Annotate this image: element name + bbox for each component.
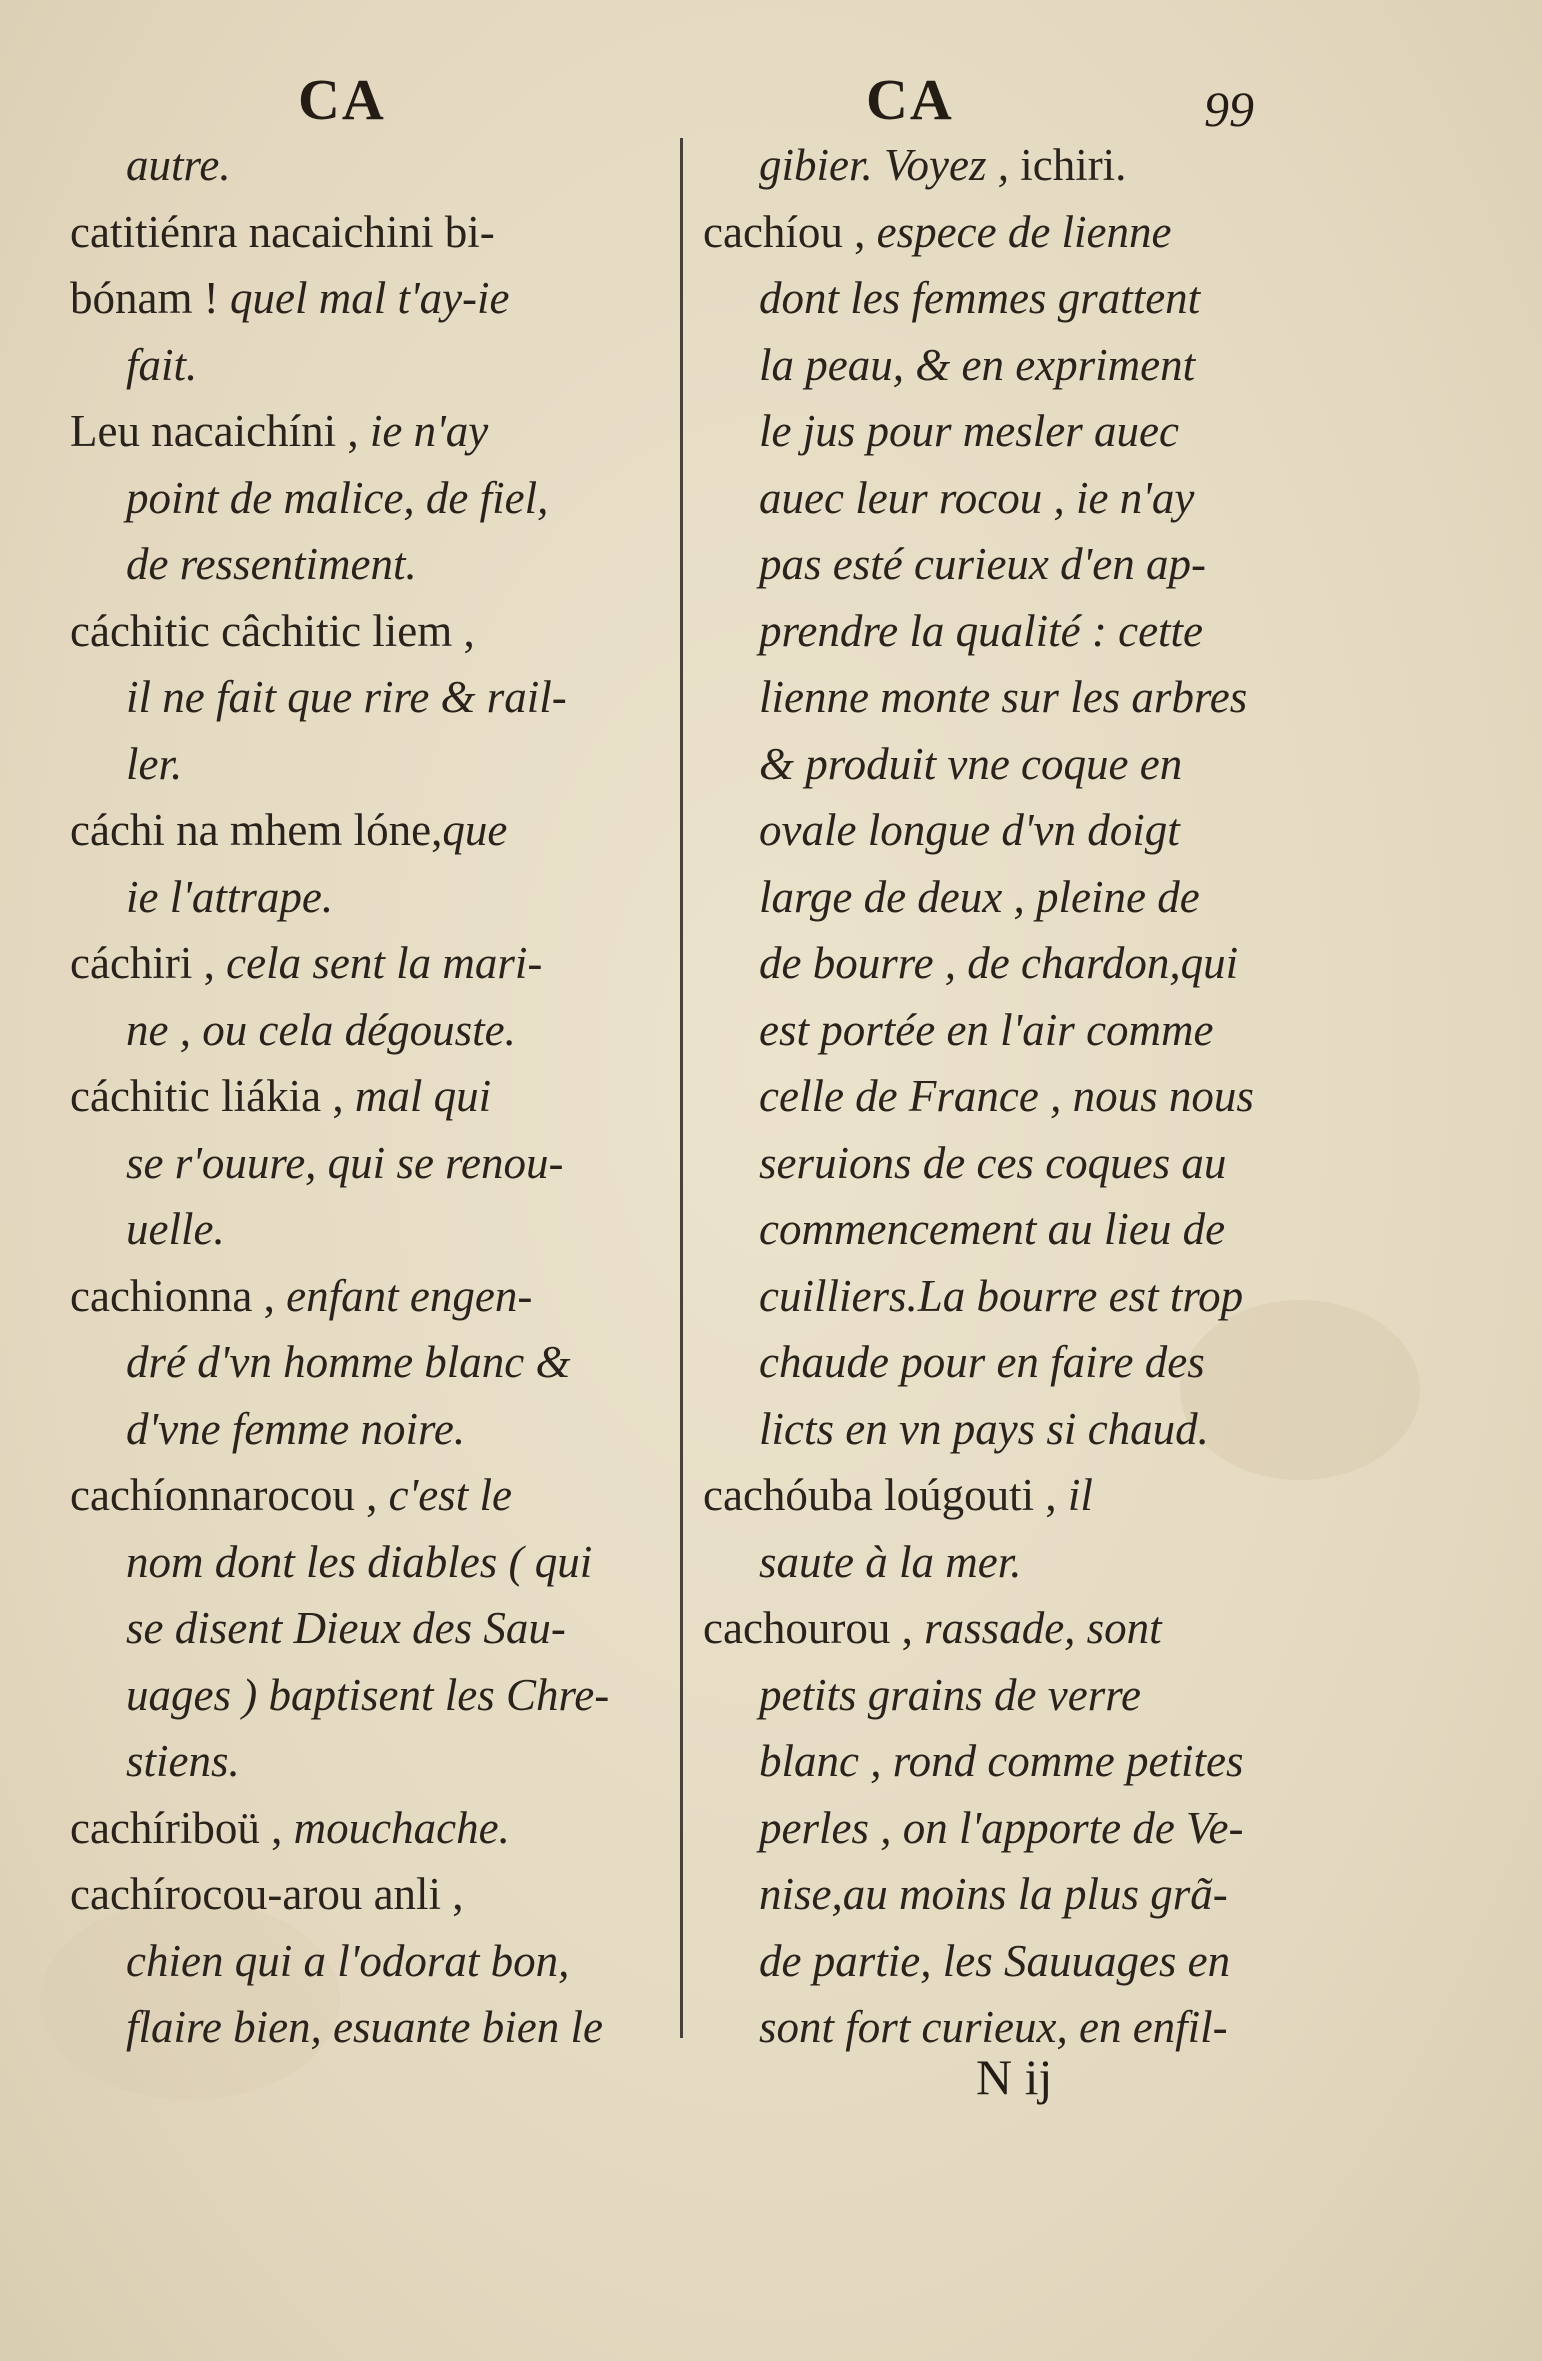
- definition-text: dont les femmes grattent: [759, 273, 1201, 323]
- definition-text: est portée en l'air comme: [759, 1004, 1214, 1055]
- headword-text: bónam !: [70, 273, 230, 323]
- definition-text: point de malice, de fiel,: [126, 472, 549, 523]
- page-number: 99: [1204, 81, 1254, 137]
- definition-text: flaire bien, esuante bien le: [126, 2002, 603, 2052]
- definition-text: mouchache.: [293, 1802, 510, 1853]
- definition-text: lienne monte sur les arbres: [759, 672, 1248, 722]
- definition-text: c'est le: [388, 1470, 512, 1520]
- definition-text: prendre la qualité : cette: [759, 605, 1204, 656]
- definition-text: que: [442, 805, 508, 855]
- definition-text: petits grains de verre: [759, 1669, 1142, 1720]
- headword-text: cachíriboü ,: [70, 1802, 294, 1853]
- text-line: [70, 1130, 652, 1197]
- text-line: [703, 731, 1283, 798]
- definition-text: blanc , rond comme petites: [759, 1736, 1244, 1786]
- text-line: [70, 1063, 652, 1130]
- definition-text: pas esté curieux d'en ap-: [759, 539, 1206, 589]
- text-line: [703, 1728, 1283, 1795]
- definition-text: ne , ou cela dégouste.: [126, 1004, 516, 1055]
- definition-text: fait.: [126, 339, 198, 390]
- headword-text: cáchiri ,: [70, 938, 227, 988]
- text-line: [70, 664, 652, 731]
- text-line: [70, 465, 652, 532]
- running-head-right: CA: [866, 67, 954, 132]
- headword-text: cachíonnarocou ,: [70, 1470, 389, 1520]
- text-line: [70, 598, 652, 665]
- definition-text: gibier. Voyez ,: [759, 140, 1021, 190]
- text-line: [703, 1595, 1283, 1662]
- definition-text: il: [1067, 1470, 1093, 1520]
- definition-text: uages ) baptisent les Chre-: [126, 1669, 610, 1720]
- text-line: [703, 531, 1283, 598]
- definition-text: ovale longue d'vn doigt: [759, 805, 1180, 855]
- text-line: [70, 1196, 652, 1263]
- definition-text: rassade, sont: [924, 1603, 1162, 1653]
- text-line: [703, 1130, 1283, 1197]
- definition-text: la peau, & en expriment: [759, 339, 1196, 390]
- text-line: [703, 1462, 1283, 1529]
- text-line: [70, 997, 652, 1064]
- definition-text: ie n'ay: [369, 406, 489, 456]
- definition-text: le jus pour mesler auec: [759, 406, 1179, 456]
- headword-text: cáchitic liákia ,: [70, 1071, 355, 1121]
- definition-text: large de deux , pleine de: [759, 871, 1200, 922]
- definition-text: quel mal t'ay-ie: [229, 273, 510, 323]
- definition-text: chien qui a l'odorat bon,: [126, 1935, 570, 1986]
- text-line: [70, 930, 652, 997]
- definition-text: sont fort curieux, en enfil-: [759, 2002, 1228, 2052]
- definition-text: enfant engen-: [286, 1270, 533, 1321]
- text-line: [70, 1529, 652, 1596]
- text-line: [70, 1861, 652, 1928]
- text-line: [70, 731, 652, 798]
- text-line: [70, 1795, 652, 1862]
- definition-text: autre.: [126, 140, 231, 190]
- definition-text: commencement au lieu de: [759, 1204, 1226, 1254]
- definition-text: d'vne femme noire.: [126, 1403, 466, 1454]
- definition-text: cuilliers.La bourre est trop: [759, 1270, 1244, 1321]
- text-line: [70, 199, 652, 266]
- text-line: [70, 531, 652, 598]
- headword-text: cachírocou-arou anli ,: [70, 1869, 464, 1919]
- signature-mark: N ij: [976, 2049, 1053, 2105]
- definition-text: perles , on l'apporte de Ve-: [759, 1802, 1244, 1853]
- text-line: [703, 864, 1283, 931]
- definition-text: nom dont les diables ( qui: [126, 1536, 593, 1587]
- definition-text: saute à la mer.: [759, 1536, 1022, 1587]
- definition-text: dré d'vn homme blanc &: [126, 1337, 571, 1387]
- text-line: [703, 1529, 1283, 1596]
- definition-text: stiens.: [126, 1736, 240, 1786]
- text-line: [70, 1462, 652, 1529]
- text-line: [70, 1396, 652, 1463]
- text-line: [703, 1928, 1283, 1995]
- text-line: [703, 1329, 1283, 1396]
- definition-text: auec leur rocou , ie n'ay: [759, 472, 1195, 523]
- text-line: [703, 265, 1283, 332]
- text-line: [703, 930, 1283, 997]
- text-line: [703, 1263, 1283, 1330]
- definition-text: & produit vne coque en: [759, 738, 1183, 789]
- text-line: [70, 1728, 652, 1795]
- definition-text: se disent Dieux des Sau-: [126, 1603, 566, 1653]
- definition-text: licts en vn pays si chaud.: [759, 1403, 1209, 1454]
- text-line: [703, 598, 1283, 665]
- definition-text: nise,au moins la plus grã-: [759, 1869, 1228, 1919]
- definition-text: seruions de ces coques au: [759, 1137, 1227, 1188]
- definition-text: se r'ouure, qui se renou-: [126, 1137, 564, 1188]
- text-line: [703, 398, 1283, 465]
- headword-text: cachourou ,: [703, 1603, 925, 1653]
- text-line: [70, 1595, 652, 1662]
- text-line: [703, 664, 1283, 731]
- text-line: [70, 1263, 652, 1330]
- headword-text: cachionna ,: [70, 1270, 287, 1321]
- definition-text: de bourre , de chardon,qui: [759, 938, 1239, 988]
- text-line: [70, 1329, 652, 1396]
- definition-text: ler.: [126, 738, 183, 789]
- text-line: [703, 1396, 1283, 1463]
- text-line: [70, 332, 652, 399]
- text-line: [703, 797, 1283, 864]
- definition-text: de partie, les Sauuages en: [759, 1935, 1231, 1986]
- text-line: [703, 1795, 1283, 1862]
- text-line: [703, 199, 1283, 266]
- headword-text: Leu nacaichíni ,: [70, 406, 370, 456]
- headword-text: cachíou ,: [703, 206, 877, 257]
- text-line: [70, 1928, 652, 1995]
- cross-reference-text: ichiri.: [1020, 140, 1127, 190]
- headword-text: cáchi na mhem lóne,: [70, 805, 443, 855]
- definition-text: espece de lienne: [876, 206, 1172, 257]
- definition-text: cela sent la mari-: [226, 938, 543, 988]
- text-line: [70, 398, 652, 465]
- text-line: [703, 1196, 1283, 1263]
- text-line: [70, 1662, 652, 1729]
- text-line: [703, 332, 1283, 399]
- left-column: [70, 132, 652, 2061]
- right-column: [703, 132, 1283, 2061]
- text-line: [703, 132, 1283, 199]
- text-line: [70, 265, 652, 332]
- column-rule: [680, 138, 683, 2038]
- definition-text: celle de France , nous nous: [759, 1071, 1254, 1121]
- text-line: [70, 797, 652, 864]
- headword-text: cachóuba loúgouti ,: [703, 1470, 1068, 1520]
- text-line: [703, 465, 1283, 532]
- running-head-left: CA: [298, 67, 386, 132]
- text-line: [703, 1861, 1283, 1928]
- text-line: [70, 1994, 652, 2061]
- definition-text: de ressentiment.: [126, 539, 417, 589]
- definition-text: ie l'attrape.: [126, 871, 334, 922]
- text-line: [70, 864, 652, 931]
- definition-text: il ne fait que rire & rail-: [126, 672, 567, 722]
- definition-text: chaude pour en faire des: [759, 1337, 1205, 1387]
- headword-text: cáchitic câchitic liem ,: [70, 605, 475, 656]
- definition-text: mal qui: [354, 1071, 492, 1121]
- text-line: [70, 132, 652, 199]
- text-line: [703, 1063, 1283, 1130]
- definition-text: uelle.: [126, 1204, 225, 1254]
- text-line: [703, 997, 1283, 1064]
- headword-text: catitiénra nacaichini bi-: [70, 206, 495, 257]
- text-line: [703, 1662, 1283, 1729]
